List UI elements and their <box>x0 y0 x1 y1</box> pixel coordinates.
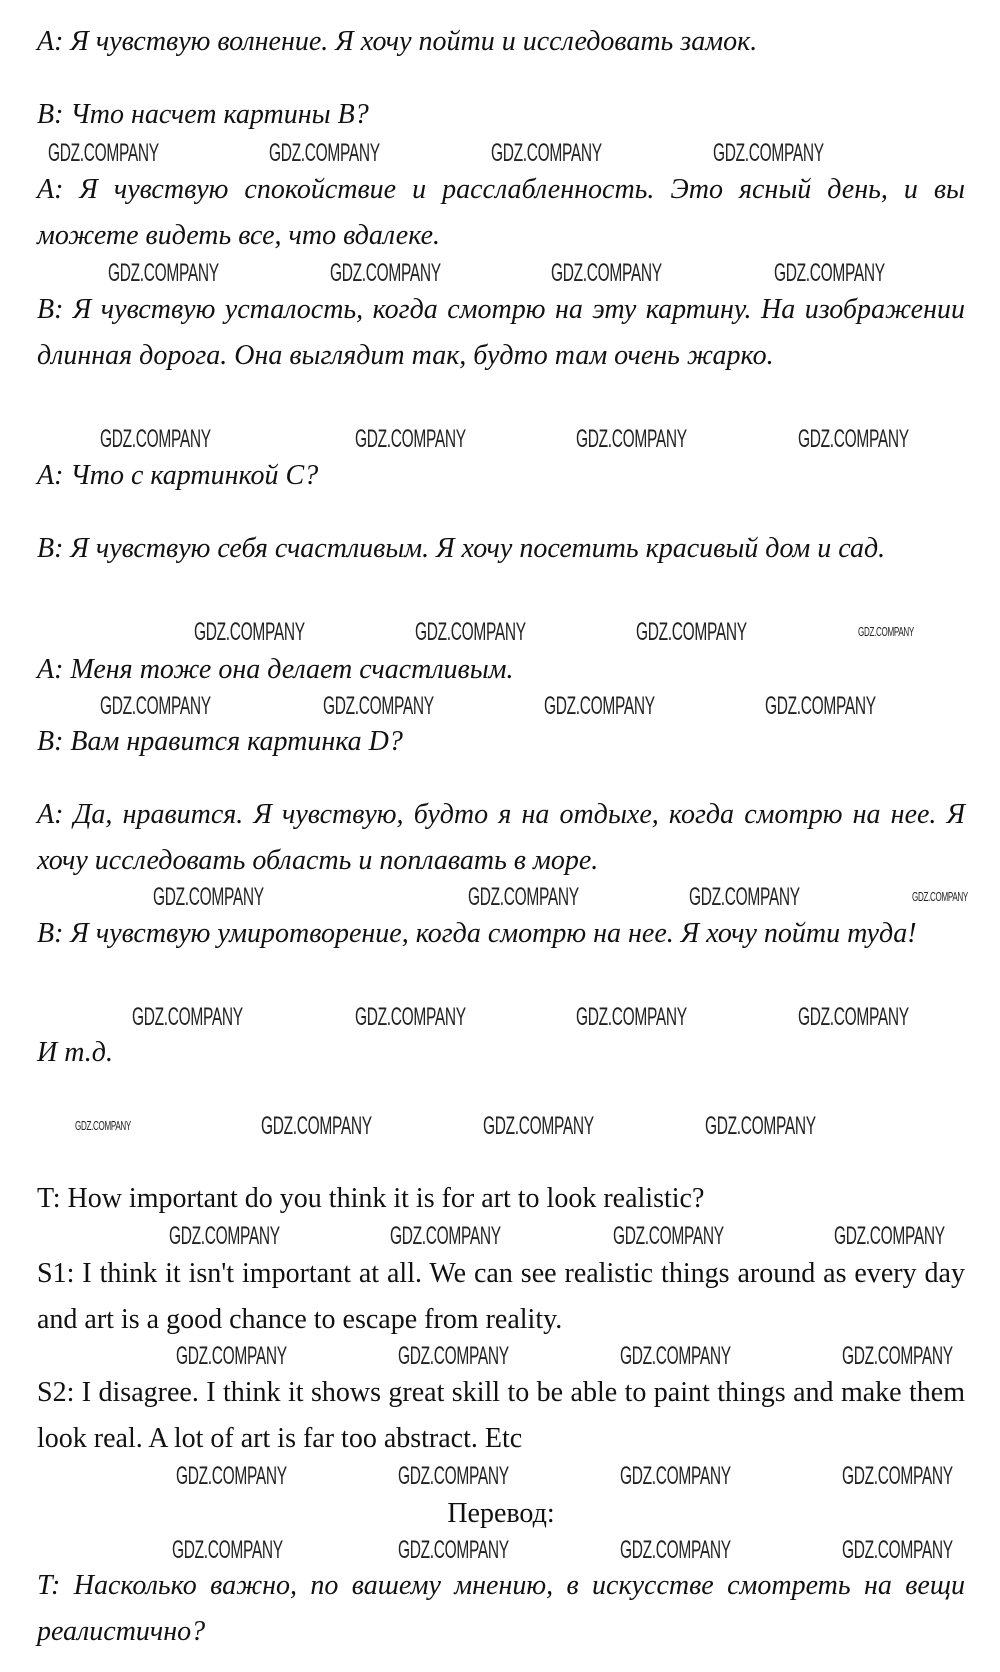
watermark: GDZ.COMPANY <box>355 1003 466 1031</box>
dialogue-line: A: Да, нравится. Я чувствую, будто я на отдыхе, когда смотрю на нее. Я хочу исследовать область и поплавать в море. <box>37 799 965 876</box>
watermark: GDZ.COMPANY <box>153 883 264 911</box>
watermark: GDZ.COMPANY <box>842 1342 953 1370</box>
dialogue-line: T: Насколько важно, по вашему мнению, в искусстве смотреть на вещи реалистично? <box>37 1570 965 1647</box>
watermark: GDZ.COMPANY <box>100 425 211 453</box>
watermark: GDZ.COMPANY <box>620 1342 731 1370</box>
watermark: GDZ.COMPANY <box>620 1536 731 1564</box>
watermark: GDZ.COMPANY <box>269 139 380 167</box>
watermark: GDZ.COMPANY <box>261 1112 372 1140</box>
watermark: GDZ.COMPANY <box>75 1118 132 1133</box>
dialogue-line: B: Я чувствую усталость, когда смотрю на эту картину. На изображении длинная дорога. Она выглядит так, будто там очень жарко. <box>37 294 965 371</box>
watermark: GDZ.COMPANY <box>398 1342 509 1370</box>
watermark: GDZ.COMPANY <box>323 692 434 720</box>
dialogue-line: T: How important do you think it is for art to look realistic? <box>37 1183 705 1214</box>
dialogue-line: B: Я чувствую умиротворение, когда смотрю на нее. Я хочу пойти туда! <box>37 918 917 949</box>
watermark: GDZ.COMPANY <box>842 1462 953 1490</box>
watermark: GDZ.COMPANY <box>576 1003 687 1031</box>
watermark: GDZ.COMPANY <box>108 259 219 287</box>
watermark: GDZ.COMPANY <box>713 139 824 167</box>
dialogue-line: B: Что насчет картины B? <box>37 99 369 130</box>
dialogue-line: И т.д. <box>37 1037 113 1068</box>
watermark: GDZ.COMPANY <box>798 425 909 453</box>
watermark: GDZ.COMPANY <box>172 1536 283 1564</box>
dialogue-line: B: Вам нравится картинка D? <box>37 726 403 757</box>
dialogue-line: A: Я чувствую спокойствие и расслабленность. Это ясный день, и вы можете видеть все, что вдалеке. <box>37 174 965 251</box>
watermark: GDZ.COMPANY <box>390 1222 501 1250</box>
watermark: GDZ.COMPANY <box>176 1342 287 1370</box>
watermark: GDZ.COMPANY <box>483 1112 594 1140</box>
watermark: GDZ.COMPANY <box>169 1222 280 1250</box>
watermark: GDZ.COMPANY <box>842 1536 953 1564</box>
watermark: GDZ.COMPANY <box>620 1462 731 1490</box>
watermark: GDZ.COMPANY <box>613 1222 724 1250</box>
watermark: GDZ.COMPANY <box>551 259 662 287</box>
dialogue-line: A: Я чувствую волнение. Я хочу пойти и исследовать замок. <box>37 26 758 57</box>
watermark: GDZ.COMPANY <box>834 1222 945 1250</box>
watermark: GDZ.COMPANY <box>100 692 211 720</box>
watermark: GDZ.COMPANY <box>705 1112 816 1140</box>
dialogue-line: A: Что с картинкой C? <box>37 460 319 491</box>
watermark: GDZ.COMPANY <box>48 139 159 167</box>
watermark: GDZ.COMPANY <box>774 259 885 287</box>
watermark: GDZ.COMPANY <box>798 1003 909 1031</box>
dialogue-line: S2: I disagree. I think it shows great skill to be able to paint things and make them look real. A lot of art is far too abstract. Etc <box>37 1377 965 1454</box>
watermark: GDZ.COMPANY <box>576 425 687 453</box>
dialogue-line: S1: I think it isn't important at all. We can see realistic things around as every day and art is a good chance to escape from reality. <box>37 1258 965 1335</box>
watermark: GDZ.COMPANY <box>765 692 876 720</box>
watermark: GDZ.COMPANY <box>132 1003 243 1031</box>
dialogue-line: A: Меня тоже она делает счастливым. <box>37 654 514 685</box>
watermark: GDZ.COMPANY <box>468 883 579 911</box>
watermark: GDZ.COMPANY <box>330 259 441 287</box>
watermark: GDZ.COMPANY <box>176 1462 287 1490</box>
watermark: GDZ.COMPANY <box>415 618 526 646</box>
watermark: GDZ.COMPANY <box>636 618 747 646</box>
watermark: GDZ.COMPANY <box>544 692 655 720</box>
watermark: GDZ.COMPANY <box>398 1536 509 1564</box>
watermark: GDZ.COMPANY <box>355 425 466 453</box>
watermark: GDZ.COMPANY <box>689 883 800 911</box>
watermark: GDZ.COMPANY <box>398 1462 509 1490</box>
watermark: GDZ.COMPANY <box>912 889 969 904</box>
watermark: GDZ.COMPANY <box>194 618 305 646</box>
watermark: GDZ.COMPANY <box>858 624 915 639</box>
watermark: GDZ.COMPANY <box>491 139 602 167</box>
translation-heading: Перевод: <box>447 1498 555 1529</box>
dialogue-line: B: Я чувствую себя счастливым. Я хочу посетить красивый дом и сад. <box>37 533 886 564</box>
